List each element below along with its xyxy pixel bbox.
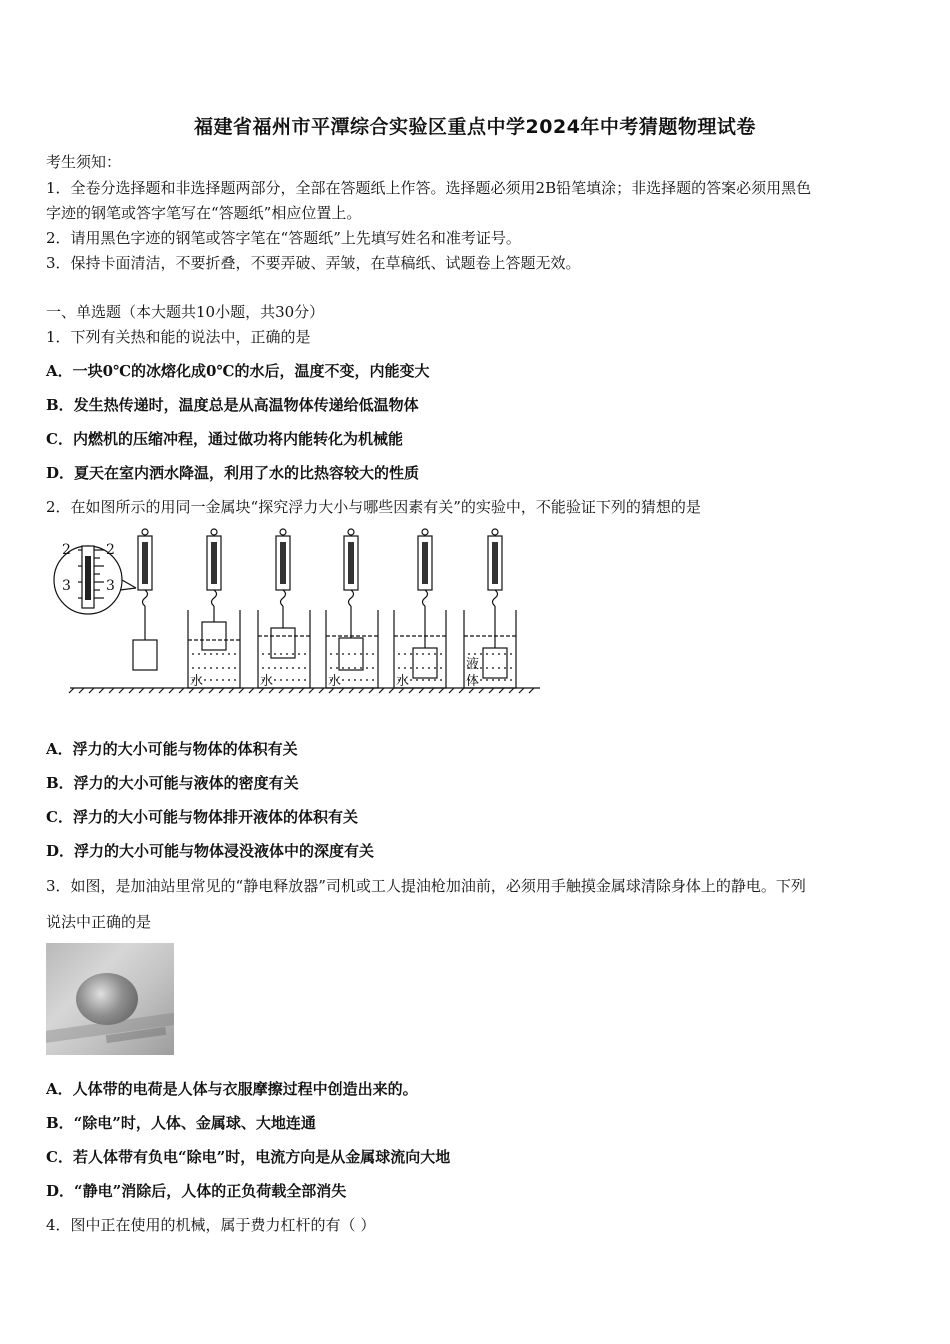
scale-number-3-left: 3: [62, 578, 71, 594]
question-2-option-a: A．浮力的大小可能与物体的体积有关: [46, 740, 298, 758]
question-1-option-c: C．内燃机的压缩冲程，通过做功将内能转化为机械能: [46, 430, 403, 448]
question-2-option-c: C．浮力的大小可能与物体排开液体的体积有关: [46, 808, 358, 826]
question-2-stem: 2．在如图所示的用同一金属块“探究浮力大小与哪些因素有关”的实验中，不能验证下列的猜想的是: [46, 498, 701, 516]
section-heading: 一、单选题（本大题共10小题，共30分）: [46, 303, 325, 321]
notice-item-1: 1．全卷分选择题和非选择题两部分，全部在答题纸上作答。选择题必须用2B铅笔填涂；非选择题的答案必须用黑色: [46, 179, 812, 197]
scale-magnifier: [54, 542, 136, 614]
question-1-option-b: B．发生热传递时，温度总是从高温物体传递给低温物体: [46, 396, 419, 414]
scale-number-3-right: 3: [106, 578, 115, 594]
label-liquid-2: 体: [466, 674, 480, 689]
question-1-option-d: D．夏天在室内洒水降温，利用了水的比热容较大的性质: [46, 464, 420, 482]
buoyancy-experiment-figure: [50, 528, 550, 700]
static-discharger-photo: [46, 943, 174, 1055]
notice-heading: 考生须知：: [46, 153, 122, 171]
scale-number-2-right: 2: [106, 542, 115, 558]
label-water-4: 水: [396, 674, 410, 689]
page-title: 福建省福州市平潭综合实验区重点中学2024年中考猜题物理试卷: [194, 116, 756, 138]
question-2-option-b: B．浮力的大小可能与液体的密度有关: [46, 774, 299, 792]
question-2-option-d: D．浮力的大小可能与物体浸没液体中的深度有关: [46, 842, 375, 860]
question-3-option-c: C．若人体带有负电“除电”时，电流方向是从金属球流向大地: [46, 1148, 451, 1166]
question-3-stem-cont: 说法中正确的是: [46, 913, 152, 931]
question-3-option-b: B．“除电”时，人体、金属球、大地连通: [46, 1114, 316, 1132]
question-3-option-d: D．“静电”消除后，人体的正负荷载全部消失: [46, 1182, 347, 1200]
question-3-stem: 3．如图，是加油站里常见的“静电释放器”司机或工人提油枪加油前，必须用手触摸金属球清除身体上的静电。下列: [46, 877, 806, 895]
label-liquid-1: 液: [466, 657, 480, 672]
notice-item-2: 2．请用黑色字迹的钢笔或答字笔在“答题纸”上先填写姓名和准考证号。: [46, 229, 521, 247]
label-water-2: 水: [260, 674, 274, 689]
question-3-option-a: A．人体带的电荷是人体与衣服摩擦过程中创造出来的。: [46, 1080, 418, 1098]
question-4-stem: 4．图中正在使用的机械，属于费力杠杆的有（ ）: [46, 1216, 376, 1234]
notice-item-3: 3．保持卡面清洁，不要折叠，不要弄破、弄皱，在草稿纸、试题卷上答题无效。: [46, 254, 581, 272]
scale-number-2-left: 2: [62, 542, 71, 558]
label-water-3: 水: [328, 674, 342, 689]
notice-item-1-cont: 字迹的钢笔或答字笔写在“答题纸”相应位置上。: [46, 204, 362, 222]
question-1-stem: 1．下列有关热和能的说法中，正确的是: [46, 328, 311, 346]
spring-scales: [133, 529, 507, 678]
label-water-1: 水: [190, 674, 204, 689]
question-1-option-a: A．一块0℃的冰熔化成0℃的水后，温度不变，内能变大: [46, 362, 430, 380]
